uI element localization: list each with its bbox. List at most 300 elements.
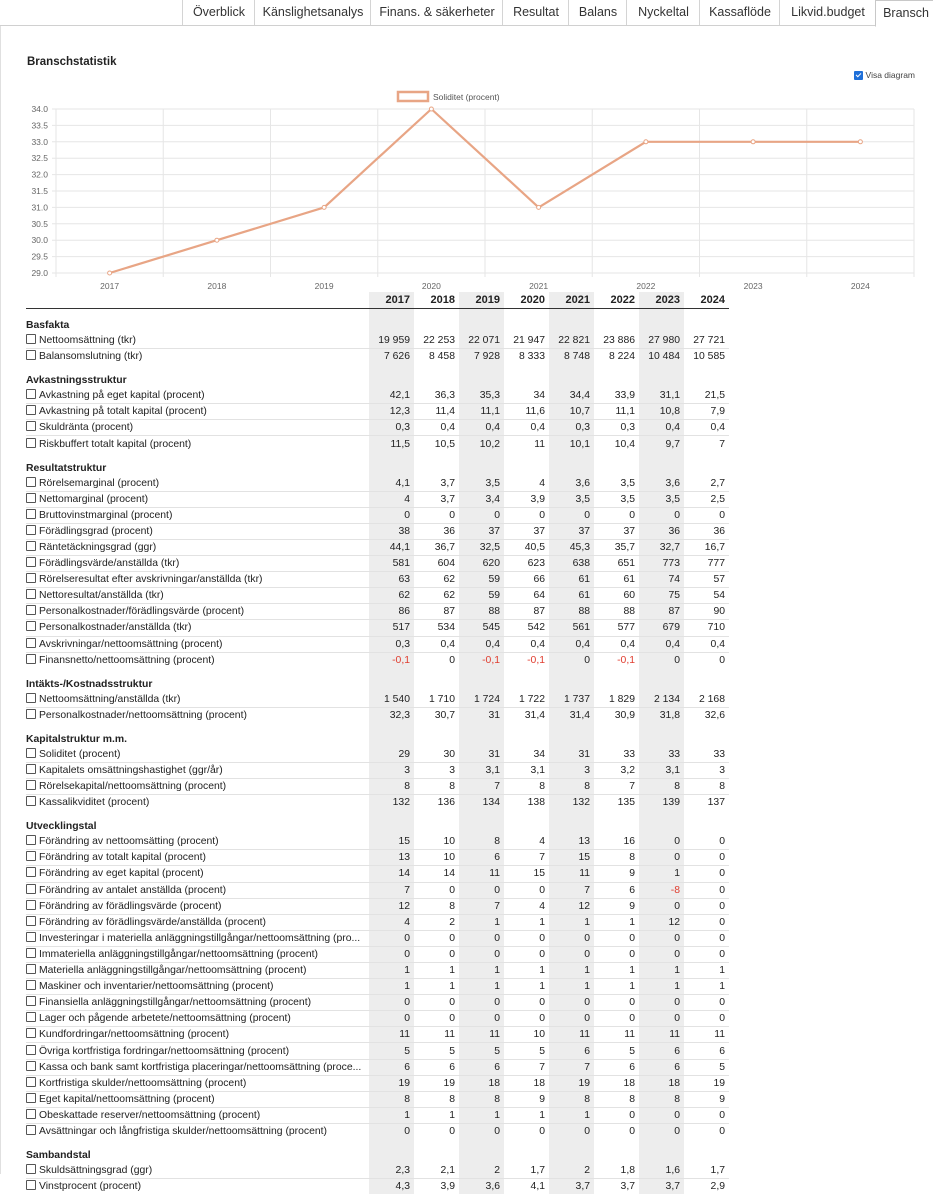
value-cell: 0,4 (504, 420, 549, 436)
value-cell: 18 (594, 1075, 639, 1091)
value-cell: 2 (459, 1163, 504, 1179)
row-select-checkbox[interactable] (26, 334, 36, 344)
row-label: Kassalikviditet (procent) (39, 797, 150, 809)
value-cell: 11 (549, 866, 594, 882)
value-cell: 4 (504, 834, 549, 850)
row-select-checkbox[interactable] (26, 541, 36, 551)
value-cell: 61 (549, 588, 594, 604)
value-cell: 11 (684, 1027, 729, 1043)
section-title: Avkastningsstruktur (26, 375, 127, 387)
row-label-cell (26, 1163, 369, 1179)
row-select-checkbox[interactable] (26, 438, 36, 448)
row-select-checkbox[interactable] (26, 980, 36, 990)
value-cell: 1 (594, 963, 639, 979)
row-select-checkbox[interactable] (26, 1077, 36, 1087)
value-cell: 10,8 (639, 404, 684, 420)
spacer-cell (504, 309, 549, 334)
value-cell: 37 (594, 523, 639, 539)
spacer-cell (549, 723, 594, 747)
value-cell: 3,2 (594, 762, 639, 778)
tab-överblick[interactable]: Överblick (182, 0, 255, 25)
row-label-cell (26, 834, 369, 850)
value-cell: 0 (719, 1125, 725, 1137)
row-select-checkbox[interactable] (26, 654, 36, 664)
value-cell: 2 (549, 1163, 594, 1179)
row-select-checkbox[interactable] (26, 932, 36, 942)
row-select-checkbox[interactable] (26, 557, 36, 567)
value-cell: 36,7 (414, 539, 459, 555)
value-cell: 0 (459, 946, 504, 962)
row-label-cell (26, 420, 369, 436)
value-cell: 74 (639, 572, 684, 588)
row-select-checkbox[interactable] (26, 1028, 36, 1038)
row-select-checkbox[interactable] (26, 605, 36, 615)
value-cell: 0 (549, 1123, 594, 1139)
row-select-checkbox[interactable] (26, 405, 36, 415)
value-cell: 21 947 (504, 333, 549, 349)
value-cell: 777 (684, 556, 729, 572)
value-cell: 8 748 (549, 349, 594, 365)
row-label: Förändring av totalt kapital (procent) (39, 852, 206, 864)
value-cell: 13 (549, 834, 594, 850)
value-cell: 11 (534, 438, 545, 450)
value-cell: 7 (504, 850, 549, 866)
value-cell: 0 (549, 995, 594, 1011)
value-cell: 4 (369, 491, 414, 507)
value-cell: 1 (504, 963, 549, 979)
row-select-checkbox[interactable] (26, 1125, 36, 1135)
spacer-cell (684, 723, 729, 747)
value-cell: 545 (459, 620, 504, 636)
value-cell: 19 (369, 1075, 414, 1091)
row-label: Kassa och bank samt kortfristiga placeringar/nettoomsättning (proce... (39, 1061, 362, 1073)
value-cell: 534 (414, 620, 459, 636)
year-header: 2023 (639, 292, 684, 309)
value-cell: 3,4 (459, 491, 504, 507)
row-label-cell (26, 620, 369, 636)
value-cell: 75 (639, 588, 684, 604)
value-cell: 6 (684, 1043, 729, 1059)
tab-kassaflöde[interactable]: Kassaflöde (699, 0, 780, 25)
legend-label: Soliditet (procent) (433, 92, 500, 102)
value-cell: 651 (594, 556, 639, 572)
row-label-cell (26, 850, 369, 866)
value-cell: 0 (459, 1123, 504, 1139)
value-cell: 1 (414, 979, 459, 995)
table-row (26, 747, 729, 763)
row-select-checkbox[interactable] (26, 916, 36, 926)
value-cell: 36,3 (414, 388, 459, 404)
value-cell: 604 (414, 556, 459, 572)
value-cell: 0,4 (684, 636, 729, 652)
value-cell: 620 (459, 556, 504, 572)
value-cell: 10 (414, 834, 459, 850)
section-header-row (26, 309, 729, 334)
table-row (26, 476, 729, 492)
value-cell: 1 737 (549, 692, 594, 708)
row-label: Skuldränta (procent) (39, 422, 134, 434)
value-cell: 0,3 (549, 420, 594, 436)
value-cell: 38 (369, 523, 414, 539)
value-cell: 0 (414, 507, 459, 523)
row-select-checkbox[interactable] (26, 709, 36, 719)
value-cell: 12,3 (369, 404, 414, 420)
table-row (26, 404, 729, 420)
value-cell: 0 (504, 882, 549, 898)
row-select-checkbox[interactable] (26, 796, 36, 806)
value-cell: 66 (504, 572, 549, 588)
row-select-checkbox[interactable] (26, 884, 36, 894)
value-cell: 0,3 (594, 420, 639, 436)
value-cell: 2,5 (684, 491, 729, 507)
spacer-cell (684, 668, 729, 692)
value-cell: 45,3 (549, 539, 594, 555)
value-cell: 638 (549, 556, 594, 572)
value-cell: 1,7 (684, 1163, 729, 1179)
row-select-checkbox[interactable] (26, 1093, 36, 1103)
data-point (751, 140, 755, 144)
value-cell: 4,1 (369, 476, 414, 492)
row-select-checkbox[interactable] (26, 1045, 36, 1055)
tab-finans-säkerheter[interactable]: Finans. & säkerheter (370, 0, 503, 25)
value-cell: 8 (459, 834, 504, 850)
row-label-cell (26, 762, 369, 778)
value-cell: 11 (459, 1027, 504, 1043)
row-select-checkbox[interactable] (26, 693, 36, 703)
value-cell: 10,1 (549, 436, 594, 452)
x-tick-label: 2023 (743, 281, 763, 291)
value-cell: 6 (414, 1059, 459, 1075)
section-title: Sambandstal (26, 1150, 91, 1162)
y-tick-label: 29.5 (31, 251, 48, 262)
row-label: Förändring av förädlingsvärde/anställda (procent) (39, 916, 266, 928)
value-cell: 6 (594, 882, 639, 898)
value-cell: 1 (459, 979, 504, 995)
row-label: Immateriella anläggningstillgångar/nettoomsättning (procent) (39, 948, 318, 960)
spacer-cell (594, 309, 639, 334)
spacer-cell (414, 723, 459, 747)
value-cell: 14 (369, 866, 414, 882)
soliditet-line-chart (0, 85, 933, 295)
value-cell: 4,3 (369, 1179, 414, 1194)
table-row (26, 963, 729, 979)
row-label: Eget kapital/nettoomsättning (procent) (39, 1093, 215, 1105)
table-row (26, 636, 729, 652)
value-cell: 61 (594, 572, 639, 588)
value-cell: 44,1 (369, 539, 414, 555)
table-row (26, 349, 729, 365)
value-cell: 1 (549, 979, 594, 995)
value-cell: 4 (504, 476, 549, 492)
value-cell: 0 (504, 507, 549, 523)
row-select-checkbox[interactable] (26, 1109, 36, 1119)
row-label-cell (26, 779, 369, 795)
table-row (26, 1163, 729, 1179)
value-cell: 34 (504, 388, 549, 404)
row-select-checkbox[interactable] (26, 900, 36, 910)
y-tick-label: 31.5 (31, 186, 48, 196)
x-tick-label: 2020 (421, 281, 441, 291)
x-tick-label: 2019 (314, 281, 334, 291)
value-cell: 710 (684, 620, 729, 636)
value-cell: 0 (684, 507, 729, 523)
value-cell: 1 829 (594, 692, 639, 708)
value-cell: 1 (369, 963, 414, 979)
value-cell: 0 (684, 914, 729, 930)
row-label-cell (26, 898, 369, 914)
spacer-cell (414, 452, 459, 476)
row-select-checkbox[interactable] (26, 493, 36, 503)
value-cell: 0 (549, 1011, 594, 1027)
value-cell: 5 (684, 1059, 729, 1075)
value-cell: 1 (639, 963, 684, 979)
value-cell: 1 (684, 963, 729, 979)
row-select-checkbox[interactable] (26, 350, 36, 360)
value-cell: 1 724 (459, 692, 504, 708)
value-cell: 62 (414, 588, 459, 604)
value-cell: 34 (504, 747, 549, 763)
row-label: Avsättningar och långfristiga skulder/nettoomsättning (procent) (39, 1125, 328, 1137)
row-select-checkbox[interactable] (26, 389, 36, 399)
row-select-checkbox[interactable] (26, 964, 36, 974)
show-chart-toggle[interactable] (854, 70, 915, 80)
value-cell: 31 (549, 747, 594, 763)
value-cell: 15 (369, 834, 414, 850)
value-cell: 59 (459, 572, 504, 588)
value-cell: 0 (504, 1011, 549, 1027)
value-cell: 31,4 (524, 709, 545, 721)
row-select-checkbox[interactable] (26, 996, 36, 1006)
value-cell: 30,7 (434, 709, 455, 721)
value-cell: 623 (504, 556, 549, 572)
row-label: Rörelsekapital/nettoomsättning (procent) (39, 781, 227, 793)
header-label-cell (26, 292, 369, 309)
value-cell: 1 (369, 979, 414, 995)
value-cell: 8 (549, 1091, 594, 1107)
x-tick-label: 2024 (850, 281, 870, 291)
tab-bar (0, 0, 933, 26)
row-label: Kapitalets omsättningshastighet (ggr/år) (39, 765, 223, 777)
value-cell: 0 (629, 1125, 635, 1137)
value-cell: 31 (459, 707, 504, 723)
spacer-cell (639, 364, 684, 388)
row-label-cell (26, 1107, 369, 1123)
row-select-checkbox[interactable] (26, 421, 36, 431)
value-cell: 0 (684, 946, 729, 962)
row-label-cell (26, 636, 369, 652)
row-label: Lager och pågende arbetete/nettoomsättning (procent) (39, 1013, 291, 1025)
row-label-cell (26, 747, 369, 763)
value-cell: 31,8 (639, 707, 684, 723)
value-cell: 0 (459, 882, 504, 898)
row-label-cell (26, 333, 369, 349)
row-label-cell (26, 436, 369, 452)
row-label: Nettoomsättning (tkr) (39, 335, 137, 347)
value-cell: 0 (639, 1123, 684, 1139)
row-select-checkbox[interactable] (26, 525, 36, 535)
value-cell: 11,6 (504, 404, 549, 420)
value-cell: 0 (369, 995, 414, 1011)
tab-bransch[interactable]: Bransch (875, 0, 933, 27)
value-cell: 33,9 (594, 388, 639, 404)
value-cell: 7,9 (684, 404, 729, 420)
value-cell: 3,9 (440, 1181, 455, 1193)
row-select-checkbox[interactable] (26, 1164, 36, 1174)
value-cell: 13 (369, 850, 414, 866)
tab-resultat[interactable]: Resultat (502, 0, 569, 25)
tab-balans[interactable]: Balans (568, 0, 627, 25)
value-cell: 4 (369, 914, 414, 930)
spacer-cell (639, 668, 684, 692)
row-select-checkbox[interactable] (26, 1180, 36, 1190)
tab-känslighetsanalys[interactable]: Känslighetsanalys (254, 0, 371, 25)
value-cell: 3,7 (639, 1179, 684, 1194)
value-cell: 2,1 (414, 1163, 459, 1179)
row-label-cell (26, 707, 369, 723)
data-point (215, 238, 219, 242)
value-cell: 0 (639, 898, 684, 914)
row-select-checkbox[interactable] (26, 589, 36, 599)
value-cell: 18 (504, 1075, 549, 1091)
value-cell: 0 (684, 882, 729, 898)
spacer-cell (414, 1139, 459, 1163)
value-cell: 59 (459, 588, 504, 604)
value-cell: 4 (504, 898, 549, 914)
spacer-cell (369, 364, 414, 388)
value-cell: 0 (684, 1011, 729, 1027)
value-cell: 7 (594, 779, 639, 795)
spacer-cell (459, 810, 504, 834)
row-select-checkbox[interactable] (26, 764, 36, 774)
value-cell: 8 (369, 1091, 414, 1107)
row-select-checkbox[interactable] (26, 638, 36, 648)
value-cell: 22 253 (414, 333, 459, 349)
value-cell: 0 (684, 834, 729, 850)
value-cell: 19 (549, 1075, 594, 1091)
value-cell: 21,5 (684, 388, 729, 404)
value-cell: 30 (414, 747, 459, 763)
value-cell: 0,4 (414, 420, 459, 436)
table-row (26, 1091, 729, 1107)
value-cell: 1,6 (639, 1163, 684, 1179)
table-row (26, 652, 729, 668)
value-cell: -8 (639, 882, 684, 898)
tab-nyckeltal[interactable]: Nyckeltal (626, 0, 700, 25)
value-cell: 0,4 (594, 636, 639, 652)
value-cell: 8 (414, 779, 459, 795)
value-cell: 63 (369, 572, 414, 588)
row-select-checkbox[interactable] (26, 867, 36, 877)
row-select-checkbox[interactable] (26, 509, 36, 519)
value-cell: 0,4 (684, 420, 729, 436)
value-cell: 3,6 (549, 476, 594, 492)
value-cell: -0,1 (459, 652, 504, 668)
data-point (644, 140, 648, 144)
spacer-cell (549, 452, 594, 476)
row-select-checkbox[interactable] (26, 1012, 36, 1022)
show-chart-checkbox[interactable] (854, 71, 863, 80)
value-cell: 8 (459, 1091, 504, 1107)
value-cell: 0 (549, 652, 594, 668)
value-cell: 8 224 (608, 351, 635, 363)
spacer-cell (684, 364, 729, 388)
row-select-checkbox[interactable] (26, 948, 36, 958)
value-cell: 0 (414, 946, 459, 962)
value-cell: 1 (639, 979, 684, 995)
tab-likvid-budget[interactable]: Likvid.budget (779, 0, 876, 25)
row-label: Obeskattade reserver/nettoomsättning (procent) (39, 1109, 261, 1121)
row-select-checkbox[interactable] (26, 835, 36, 845)
value-cell: 18 (459, 1075, 504, 1091)
row-select-checkbox[interactable] (26, 748, 36, 758)
row-select-checkbox[interactable] (26, 1061, 36, 1071)
value-cell: 32,5 (459, 539, 504, 555)
value-cell: 35,3 (459, 388, 504, 404)
value-cell: 33 (639, 747, 684, 763)
row-select-checkbox[interactable] (26, 780, 36, 790)
value-cell: 0 (504, 930, 549, 946)
section-header-row (26, 364, 729, 388)
row-label-cell (26, 588, 369, 604)
value-cell: 0 (369, 946, 414, 962)
row-select-checkbox[interactable] (26, 477, 36, 487)
value-cell: 132 (369, 795, 414, 811)
spacer-cell (459, 1139, 504, 1163)
value-cell: 0 (594, 930, 639, 946)
value-cell: 0 (369, 1011, 414, 1027)
value-cell: 0 (594, 1011, 639, 1027)
row-label: Personalkostnader/nettoomsättning (procent) (39, 709, 247, 721)
table-row (26, 539, 729, 555)
table-row (26, 762, 729, 778)
show-chart-label: Visa diagram (865, 70, 915, 80)
value-cell: 3,1 (504, 762, 549, 778)
row-label-cell (26, 1123, 369, 1139)
value-cell: 0 (639, 507, 684, 523)
value-cell: 11 (369, 1027, 414, 1043)
x-tick-label: 2017 (100, 281, 120, 291)
value-cell: 139 (639, 795, 684, 811)
row-label: Skuldsättningsgrad (ggr) (39, 1165, 153, 1177)
value-cell: 561 (549, 620, 594, 636)
value-cell: 136 (437, 797, 455, 809)
value-cell: 37 (459, 523, 504, 539)
value-cell: 6 (594, 1059, 639, 1075)
spacer-cell (549, 810, 594, 834)
row-select-checkbox[interactable] (26, 621, 36, 631)
value-cell: 16,7 (684, 539, 729, 555)
value-cell: 11 (459, 866, 504, 882)
x-tick-label: 2018 (207, 281, 227, 291)
row-select-checkbox[interactable] (26, 573, 36, 583)
row-label: Personalkostnader/förädlingsvärde (procent) (39, 606, 245, 618)
value-cell: 0 (684, 866, 729, 882)
table-row (26, 604, 729, 620)
value-cell: 6 (639, 1043, 684, 1059)
table-row (26, 556, 729, 572)
value-cell: 4,1 (530, 1181, 545, 1193)
spacer-cell (684, 309, 729, 334)
value-cell: 1 (459, 963, 504, 979)
section-title: Utvecklingstal (26, 821, 97, 833)
row-select-checkbox[interactable] (26, 851, 36, 861)
value-cell: 31 (459, 747, 504, 763)
row-label: Förändring av eget kapital (procent) (39, 868, 204, 880)
spacer-cell (594, 668, 639, 692)
value-cell: 36 (684, 523, 729, 539)
spacer-cell (684, 810, 729, 834)
spacer-cell (594, 364, 639, 388)
